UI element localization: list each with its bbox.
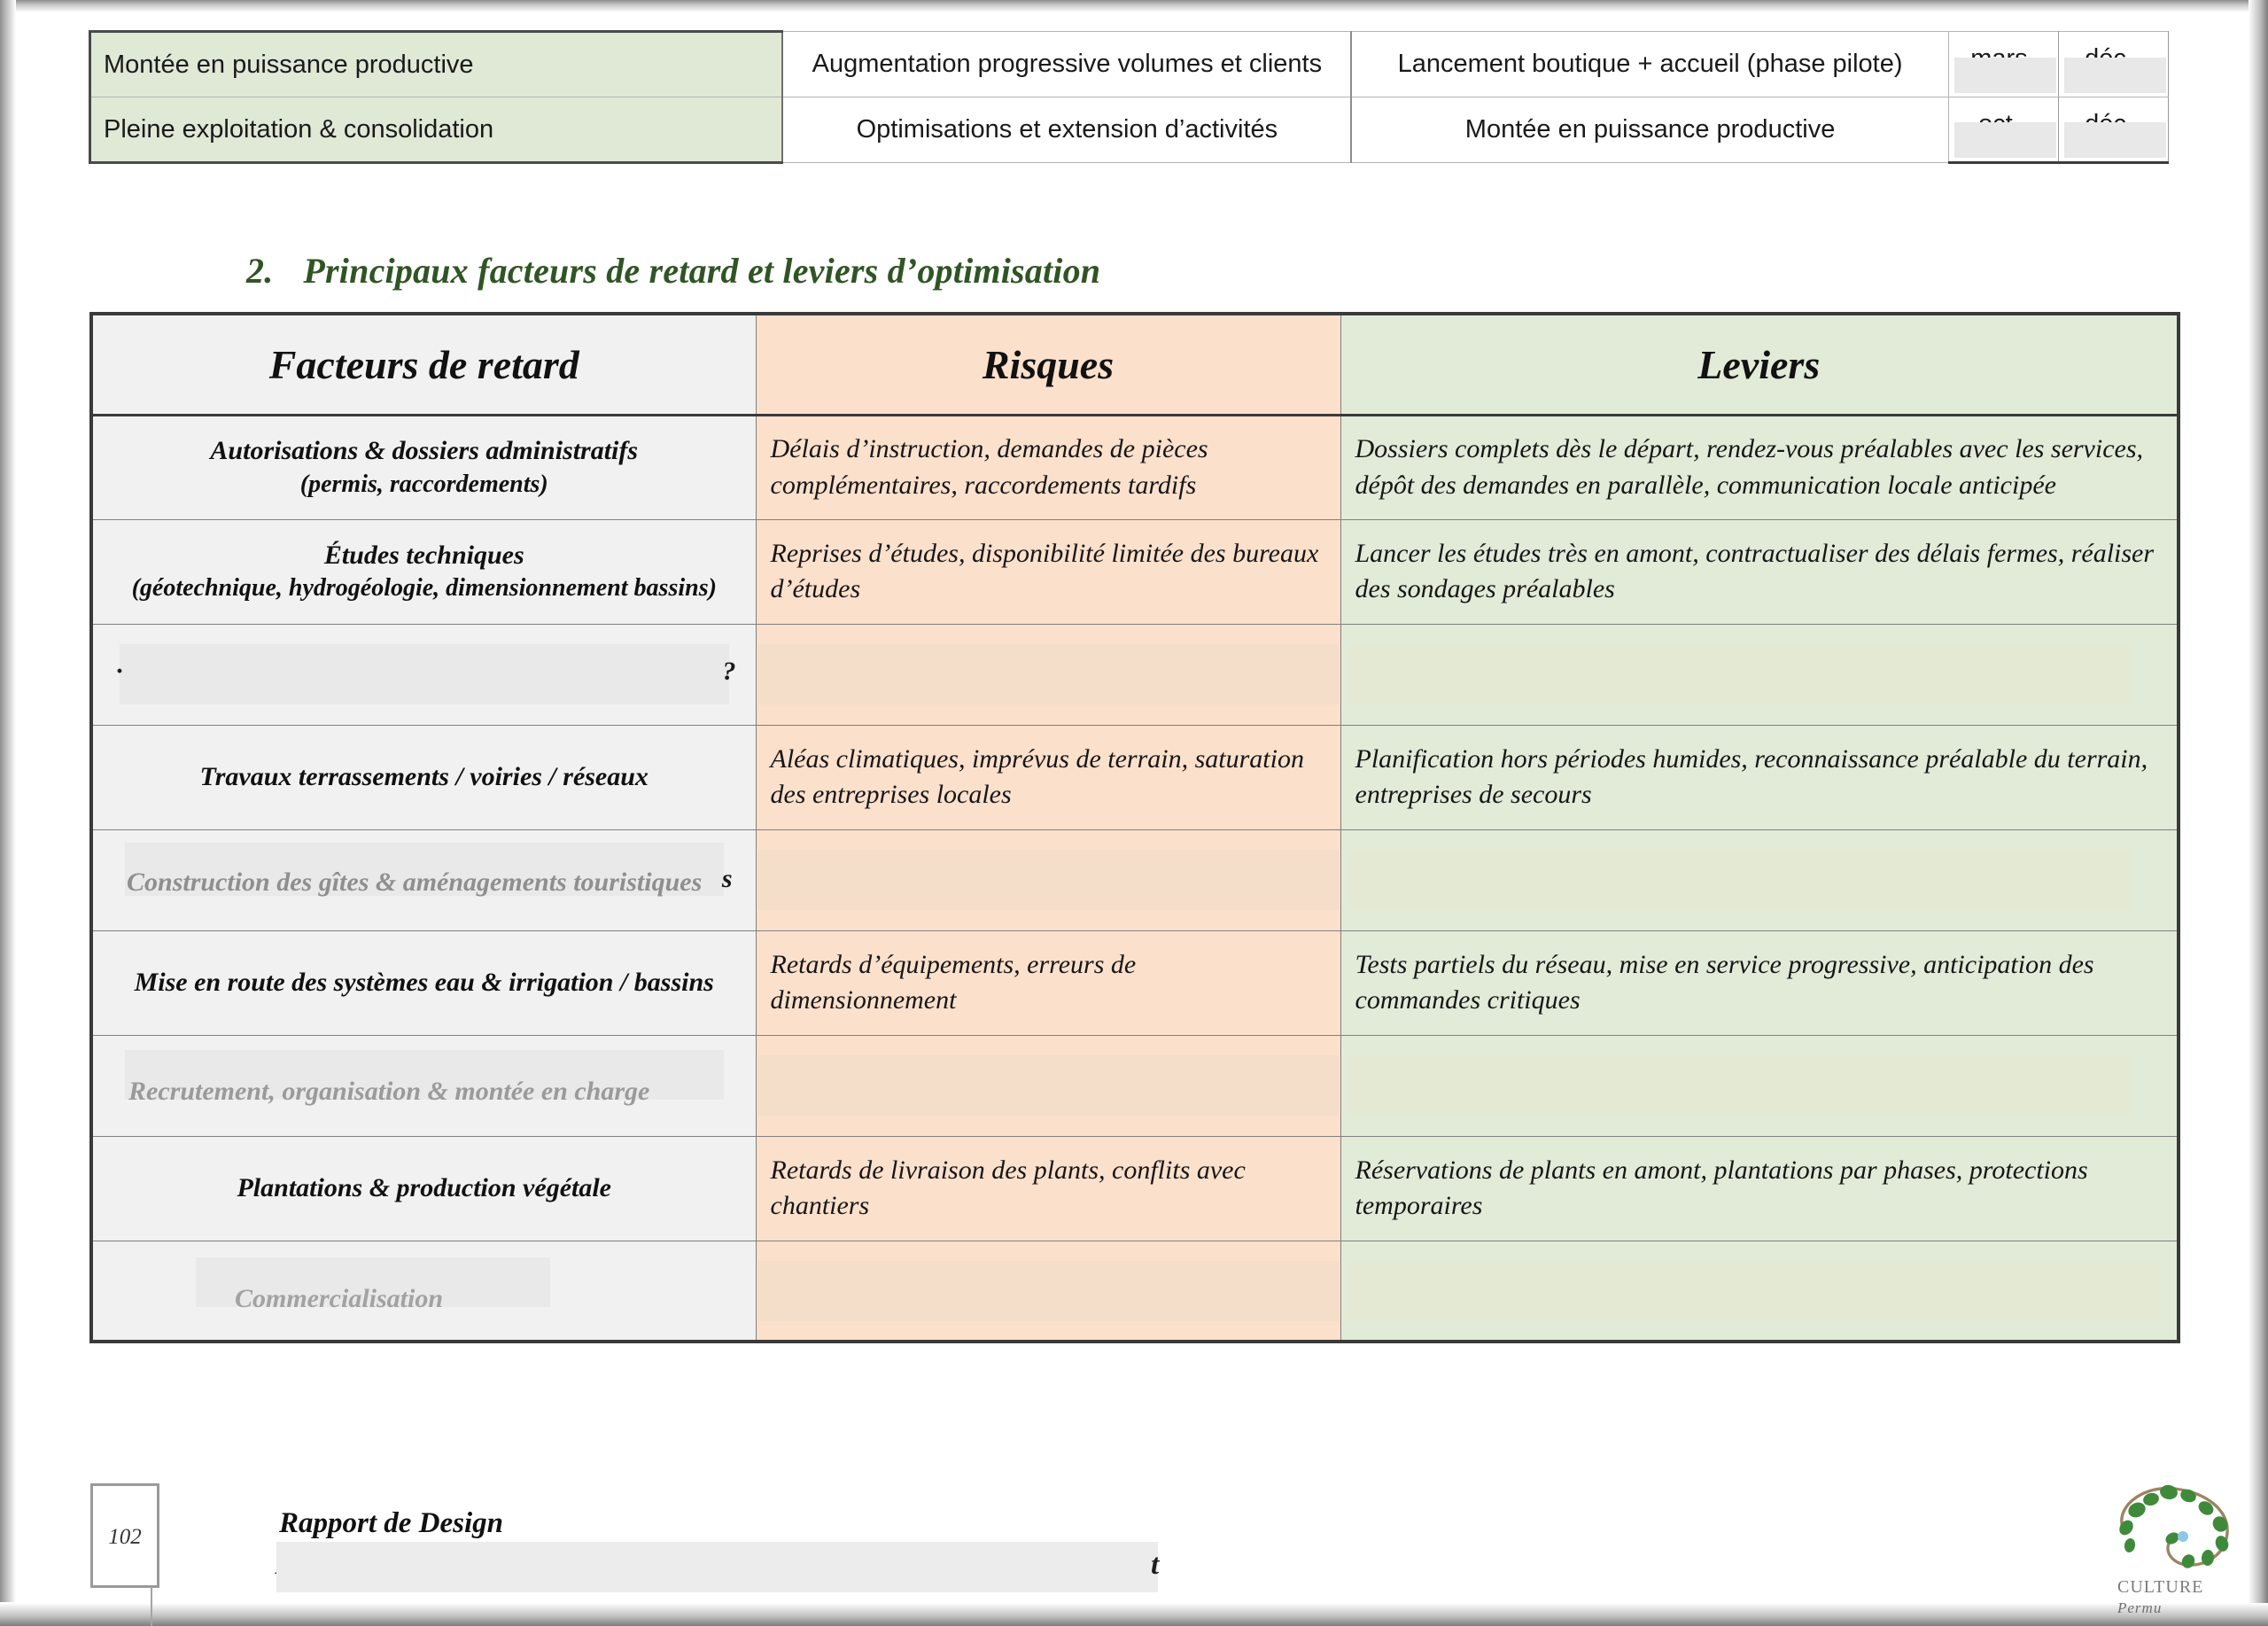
table-header-row [91,314,2179,415]
phase-milestone: Lancement boutique + accueil (phase pilote) [1397,50,1903,78]
section-title: Principaux facteurs de retard et leviers d’optimisation [303,251,1101,291]
page-edge-right [2249,0,2268,1626]
facteur-ghost-text: Commercialisation [235,1283,444,1313]
brand-logo [2110,1478,2252,1616]
risque-cell: Retards de livraison des plants, conflits avec chantiers [756,1136,1340,1241]
facteur-cell-redacted [91,624,756,725]
section-number: 2. [246,251,274,291]
redaction-block [1350,1055,2132,1116]
phase-objective: Optimisations et extension d’activités [856,115,1278,144]
redaction-block [758,850,1339,910]
phase-date-end-cell [2058,97,2168,163]
page-edge-top [0,0,2268,12]
risque-cell: Délais d’instruction, demandes de pièces complémentaires, raccordements tardifs [756,415,1340,519]
delay-factors-table [89,312,2180,1343]
facteur-cell [91,930,756,1035]
levier-cell: Planification hors périodes humides, reconnaissance préalable du terrain, entreprises de secours [1340,725,2179,829]
page-number: 102 [108,1525,142,1549]
column-header-facteurs: Facteurs de retard [91,314,756,415]
phase-date-end-cell [2058,32,2168,97]
table-row-redacted [91,1035,2179,1136]
table-row-redacted [91,829,2179,930]
table-row [91,415,2179,519]
page-edge-left [0,0,16,1602]
redaction-block [758,644,1339,704]
column-header-risques: Risques [756,314,1340,415]
footer-title: Rapport de Design [279,1507,504,1539]
section-heading [246,250,1100,292]
facteur-subtitle: (géotechnique, hydrogéologie, dimensionnement bassins) [131,574,717,603]
facteur-title: Autorisations & dossiers administratifs [210,436,639,466]
redaction-block [1350,850,2132,910]
column-header-leviers: Leviers [1340,314,2179,415]
risque-cell: Reprises d’études, disponibilité limitée des bureaux d’études [756,519,1340,624]
facteur-cell-redacted [91,1035,756,1136]
levier-cell-redacted [1340,1035,2179,1136]
facteur-title: Plantations & production végétale [237,1172,611,1202]
page-edge-bottom [0,1603,2268,1626]
table-row [91,930,2179,1035]
facteur-cell [91,415,756,519]
risque-cell-redacted [756,829,1340,930]
phase-label-cell [90,97,783,163]
facteur-ghost-text: Construction des gîtes & aménagements touristiques [127,867,703,897]
phase-milestone: Montée en puissance productive [1464,115,1836,144]
brand-name: CULTURE [2117,1577,2204,1597]
facteur-cell-redacted [91,1241,756,1342]
phase-label: Pleine exploitation & consolidation [104,114,494,144]
facteur-subtitle: (permis, raccordements) [299,470,548,498]
redaction-block [1954,122,2056,158]
facteur-cell [91,725,756,829]
table-row [91,519,2179,624]
table-row-redacted [91,624,2179,725]
redaction-block [1954,58,2056,93]
facteur-tail-text: ? [722,656,736,686]
levier-cell-redacted [1340,829,2179,930]
facteur-cell [91,1136,756,1241]
facteur-cell [91,519,756,624]
footer-subtitle-tail: t [1151,1549,1160,1581]
table-row [90,97,2169,163]
phase-objective-cell [782,32,1351,97]
redaction-block [276,1542,1158,1592]
facteur-title: Mise en route des systèmes eau & irrigation / bassins [134,967,714,997]
risque-cell-redacted [756,1035,1340,1136]
redaction-block [1350,1261,2162,1321]
levier-cell: Tests partiels du réseau, mise en service progressive, anticipation des commandes critiques [1340,930,2179,1035]
page-number-connector [151,1587,152,1626]
facteur-ghost-text: Recrutement, organisation & montée en charge [128,1076,650,1106]
table-row [90,32,2169,97]
phase-milestone-cell [1351,97,1948,163]
table-row-redacted [91,1241,2179,1342]
phase-milestone-cell [1351,32,1948,97]
phase-objective: Augmentation progressive volumes et clients [812,50,1323,78]
risque-cell-redacted [756,624,1340,725]
page-number-box [90,1483,159,1588]
redaction-block [2064,58,2166,93]
brand-logo-text [2117,1577,2252,1618]
table-row [91,1136,2179,1241]
levier-cell: Dossiers complets dès le départ, rendez-vous préalables avec les services, dépôt des demandes en parallèle, communication locale anticipée [1340,415,2179,519]
phase-continuation-table [89,30,2169,164]
phase-label-cell [90,32,783,97]
facteur-title: Travaux terrassements / voiries / réseaux [199,761,649,791]
levier-cell-redacted [1340,1241,2179,1342]
phase-objective-cell [782,97,1351,163]
table-row [91,725,2179,829]
vine-wreath-icon [2110,1478,2252,1577]
redaction-block [1350,644,2132,704]
facteur-ghost-text: · [116,656,123,686]
facteur-tail-text: s [721,863,733,893]
levier-cell: Réservations de plants en amont, plantations par phases, protections temporaires [1340,1136,2179,1241]
risque-cell: Retards d’équipements, erreurs de dimensionnement [756,930,1340,1035]
risque-cell-redacted [756,1241,1340,1342]
risque-cell: Aléas climatiques, imprévus de terrain, saturation des entreprises locales [756,725,1340,829]
levier-cell: Lancer les études très en amont, contractualiser des délais fermes, réaliser des sondages préalables [1340,519,2179,624]
phase-date-start-cell [1948,97,2058,163]
facteur-cell-redacted [91,829,756,930]
phase-label: Montée en puissance productive [104,50,474,79]
brand-suffix: Permu [2117,1599,2163,1616]
redaction-block [758,1261,1339,1321]
levier-cell-redacted [1340,624,2179,725]
facteur-title: Études techniques [323,540,524,570]
phase-date-start-cell [1948,32,2058,97]
redaction-block [120,644,729,704]
redaction-block [758,1055,1339,1116]
redaction-block [2064,122,2166,158]
